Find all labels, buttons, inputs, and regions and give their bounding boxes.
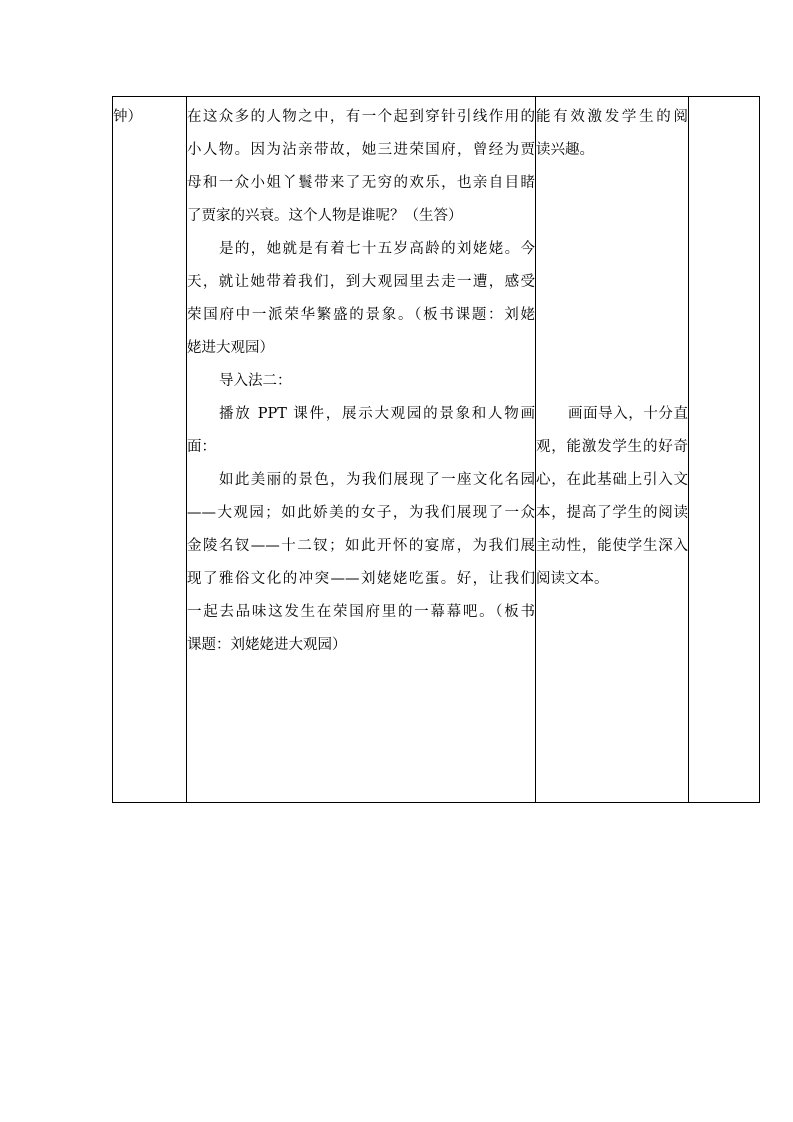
text-line: 现了雅俗文化的冲突——刘姥姥吃蛋。好，让我们 xyxy=(187,571,535,587)
text-line: 小人物。因为沾亲带故，她三进荣国府，曾经为贾 xyxy=(187,142,535,158)
text-line: 主动性，能使学生深入 xyxy=(536,538,688,554)
text-line: 母和一众小姐丫鬟带来了无穷的欢乐，也亲自目睹 xyxy=(187,175,535,191)
text-line: 一起去品味这发生在荣国府里的一幕幕吧。（板书 xyxy=(187,604,535,620)
text-line: 是的，她就是有着七十五岁高龄的刘姥姥。今 xyxy=(219,241,535,257)
blank-line xyxy=(536,365,688,398)
text-line: 读兴趣。 xyxy=(536,142,594,158)
blank-line xyxy=(536,200,688,233)
text-line: 阅读文本。 xyxy=(536,571,609,587)
blank-line xyxy=(536,233,688,266)
design-intent-cell xyxy=(536,97,689,803)
text-line: 观，能激发学生的好奇 xyxy=(536,439,688,455)
design-intent-text xyxy=(536,97,688,596)
text-line: 本，提高了学生的阅读 xyxy=(536,505,688,521)
table-row xyxy=(113,97,760,803)
text-line: 金陵名钗——十二钗；如此开怀的宴席，为我们展 xyxy=(187,538,535,554)
lesson-plan-table xyxy=(112,96,760,803)
teaching-content-cell xyxy=(187,97,536,803)
text-line: 心，在此基础上引入文 xyxy=(536,472,688,488)
text-line: 能有效激发学生的阅 xyxy=(536,109,688,125)
blank-line xyxy=(536,332,688,365)
text-line: 如此美丽的景色，为我们展现了一座文化名园 xyxy=(219,472,535,488)
text-line: 天，就让她带着我们，到大观园里去走一遭，感受 xyxy=(187,274,535,290)
text-line: 了贾家的兴衰。这个人物是谁呢？（生答） xyxy=(187,208,463,224)
text-line: 画面导入，十分直 xyxy=(568,406,688,422)
text-line: 姥进大观园） xyxy=(187,340,274,356)
blank-line xyxy=(536,299,688,332)
blank-line xyxy=(536,266,688,299)
text-line: 在这众多的人物之中，有一个起到穿针引线作用的 xyxy=(187,109,535,125)
notes-cell xyxy=(689,97,760,803)
time-text: 钟） xyxy=(113,109,142,125)
text-line: 播放 PPT 课件，展示大观园的景象和人物画 xyxy=(219,406,535,422)
text-line: 荣国府中一派荣华繁盛的景象。（板书课题：刘姥 xyxy=(187,307,535,323)
text-line: 课题：刘姥姥进大观园） xyxy=(187,637,347,653)
teaching-content-text xyxy=(187,97,535,662)
text-line: 导入法二： xyxy=(219,373,292,389)
text-line: ——大观园；如此娇美的女子，为我们展现了一众 xyxy=(187,505,535,521)
blank-line xyxy=(536,167,688,200)
time-cell xyxy=(113,97,187,803)
text-line: 面： xyxy=(187,439,216,455)
